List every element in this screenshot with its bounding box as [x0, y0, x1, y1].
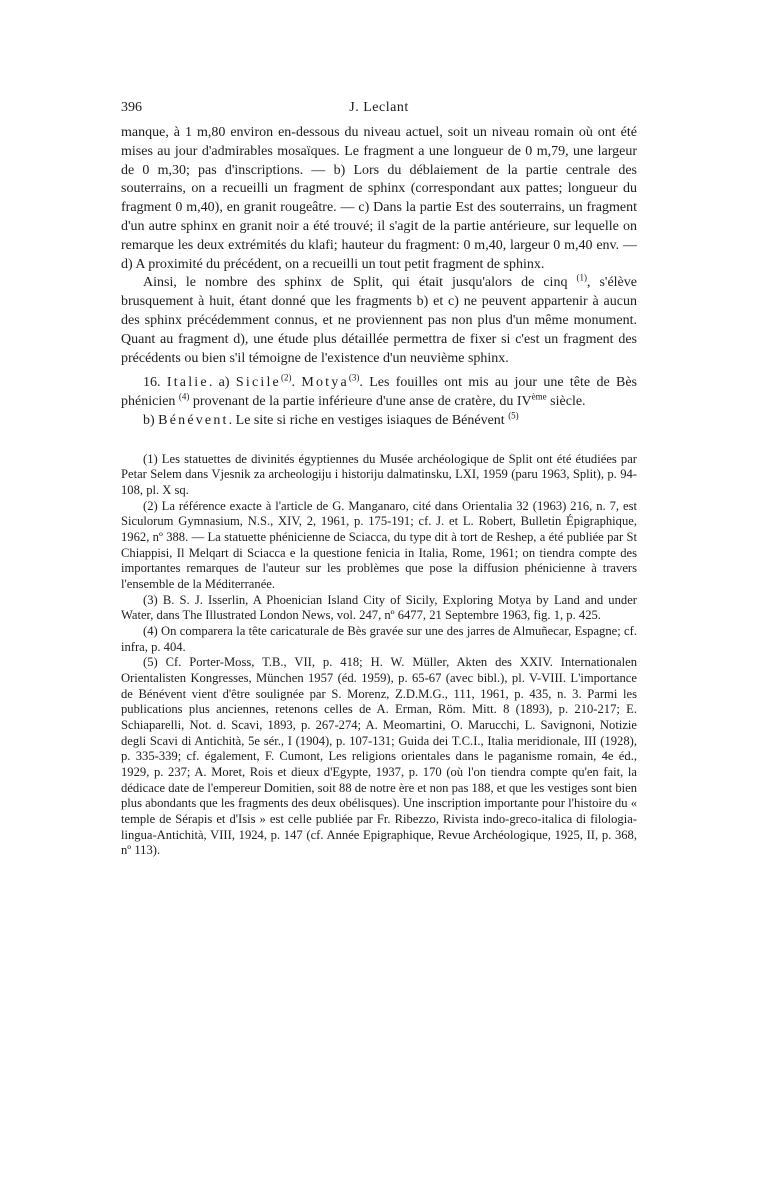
footnote-4	[121, 624, 637, 655]
paragraph-3-text-d: provenant de la partie inférieure d'une anse de cratère, du IV	[189, 394, 532, 410]
page-number: 396	[121, 100, 142, 115]
paragraph-4-text-b: . Le site si riche en vestiges isiaques de Bénévent	[228, 412, 509, 428]
paragraph-2	[121, 274, 637, 368]
page	[121, 100, 637, 859]
ordinal-suffix: ème	[531, 391, 547, 402]
paragraph-3-text-a: . a)	[208, 375, 236, 391]
footnote-mark-2: (2)	[143, 498, 158, 513]
heading-sicile: Sicile	[235, 375, 281, 391]
paragraph-2-text-b: , s'élève brusquement à huit, étant donné que les fragments b) et c) ne peuvent appartenir à aucun des sphinx précédemment connus, et ne proviennent pas non plus d'un même monument. Quant au fragment d), une étude plus détaillée permettra de fixer si c'est un fragment des précédents ou bien s'il témoigne de l'existence d'un neuvième sphinx.	[121, 275, 637, 366]
footnote-3	[121, 593, 637, 624]
running-head: J. Leclant	[349, 100, 409, 115]
footnote-text-3: B. S. J. Isserlin, A Phoenician Island City of Sicily, Exploring Motya by Land and under Water, dans The Illustrated London News, vol. 247, nº 6477, 21 Septembre 1963, fig. 1, p. 425.	[121, 592, 637, 623]
footnote-mark-5: (5)	[143, 655, 158, 670]
heading-benevent: Bénévent	[158, 412, 229, 428]
footnote-ref-3[interactable]: (3)	[348, 372, 360, 383]
footnote-text-2: La référence exacte à l'article de G. Manganaro, cité dans Orientalia 32 (1963) 216, n. 7, est Siculorum Gymnasium, N.S., XIV, 2, 1961, p. 175-191; cf. J. et L. Robert, Bulletin Épigraphique, 1962, nº 388. — La statuette phénicienne de Sciacca, du type dit à tort de Reshep, a été publiée par St Chiappisi, Il Melqart di Sciacca e la questione fenicia in Italia, Rome, 1961; on tiendra compte des importantes remarques de l'auteur sur les problèmes que pose la diffusion phénicienne à travers l'ensemble de la Méditerranée.	[121, 498, 637, 591]
body-text	[121, 124, 637, 431]
paragraph-3-text-c: . Les fouilles ont mis au jour une tête de Bès phénicien	[121, 375, 637, 410]
footnotes	[121, 452, 637, 859]
page-header	[121, 100, 637, 122]
paragraph-4	[121, 412, 637, 431]
footnote-ref-2[interactable]: (2)	[280, 372, 292, 383]
footnote-text-1: Les statuettes de divinités égyptiennes du Musée archéologique de Split ont été étudiées par Petar Selem dans Vjesnik za archeologiju i historiju dalmatinsku, LXI, 1959 (paru 1963, Split), p. 94-108, pl. X sq.	[121, 451, 637, 498]
heading-italie: Italie	[166, 375, 209, 391]
paragraph-3-text-b: .	[291, 375, 302, 391]
footnote-ref-4[interactable]: (4)	[178, 391, 190, 402]
heading-motya: Motya	[301, 375, 349, 391]
footnote-text-4: On comparera la tête caricaturale de Bès gravée sur une des jarres de Almuñecar, Espagne; cf. infra, p. 404.	[121, 623, 637, 654]
footnote-ref-1[interactable]: (1)	[576, 272, 587, 283]
footnote-ref-5[interactable]: (5)	[508, 410, 519, 421]
footnote-mark-4: (4)	[143, 623, 158, 638]
paragraph-2-text-a: Ainsi, le nombre des sphinx de Split, qui était jusqu'alors de cinq	[143, 275, 577, 291]
footnote-5	[121, 655, 637, 859]
footnote-mark-1: (1)	[143, 451, 158, 466]
footnote-mark-3: (3)	[143, 592, 158, 607]
paragraph-3	[121, 374, 637, 412]
paragraph-1: manque, à 1 m,80 environ en-dessous du niveau actuel, soit un niveau romain où ont été mises au jour d'admirables mosaïques. Le fragment a une longueur de 0 m,79, une largeur de 0 m,30; pas d'inscriptions. — b) Lors du déblaiement de la partie centrale des souterrains, on a recueilli un fragment de sphinx (correspondant aux pattes; longueur du fragment 0 m,40), en granit rougeâtre. — c) Dans la partie Est des souterrains, un fragment d'un autre sphinx en granit noir a été trouvé; il s'agit de la partie antérieure, sur lequelle on remarque les deux extrémités du klafi; hauteur du fragment: 0 m,40, largeur 0 m,40 env. — d) A proximité du précédent, on a recueilli un tout petit fragment de sphinx.	[121, 125, 637, 272]
footnote-1	[121, 452, 637, 499]
footnote-text-5: Cf. Porter-Moss, T.B., VII, p. 418; H. W. Müller, Akten des XXIV. Internationalen Orientalisten Kongresses, München 1957 (éd. 1959), p. 65-67 (avec bibl.), pl. V-VIII. L'importance de Bénévent vient d'être soulignée par S. Morenz, Z.D.M.G., 111, 1961, p. 435, n. 3. Parmi les publications plus anciennes, retenons celles de A. Erman, Röm. Mitt. 8 (1893), p. 210-217; E. Schiaparelli, Not. d. Scavi, 1893, p. 267-274; A. Meomartini, O. Marucchi, L. Savignoni, Notizie degli Scavi di Antichità, 5e sér., I (1904), p. 107-131; Guida dei T.C.I., Italia meridionale, III (1928), p. 335-339; cf. également, F. Cumont, Les religions orientales dans le paganisme romain, 4e éd., 1929, p. 237; A. Moret, Rois et dieux d'Egypte, 1937, p. 170 (où l'on tiendra compte qu'en fait, la dédicace date de l'empereur Domitien, soit 88 de notre ère et non pas 188, et que les vestiges sont bien plus abondants que les fragments des deux obélisques). Une inscription importante pour l'histoire du « temple de Sérapis et d'Isis » est celle publiée par Fr. Ribezzo, Rivista indo-greco-italica di filologia-lingua-Antichità, VIII, 1924, p. 147 (cf. Année Epigraphique, Revue Archéologique, 1925, II, p. 368, nº 113).	[121, 655, 637, 858]
paragraph-3-text-e: siècle.	[546, 394, 586, 410]
footnote-2	[121, 499, 637, 593]
paragraph-4-text-a: b)	[143, 412, 159, 428]
section-number: 16.	[143, 375, 167, 391]
